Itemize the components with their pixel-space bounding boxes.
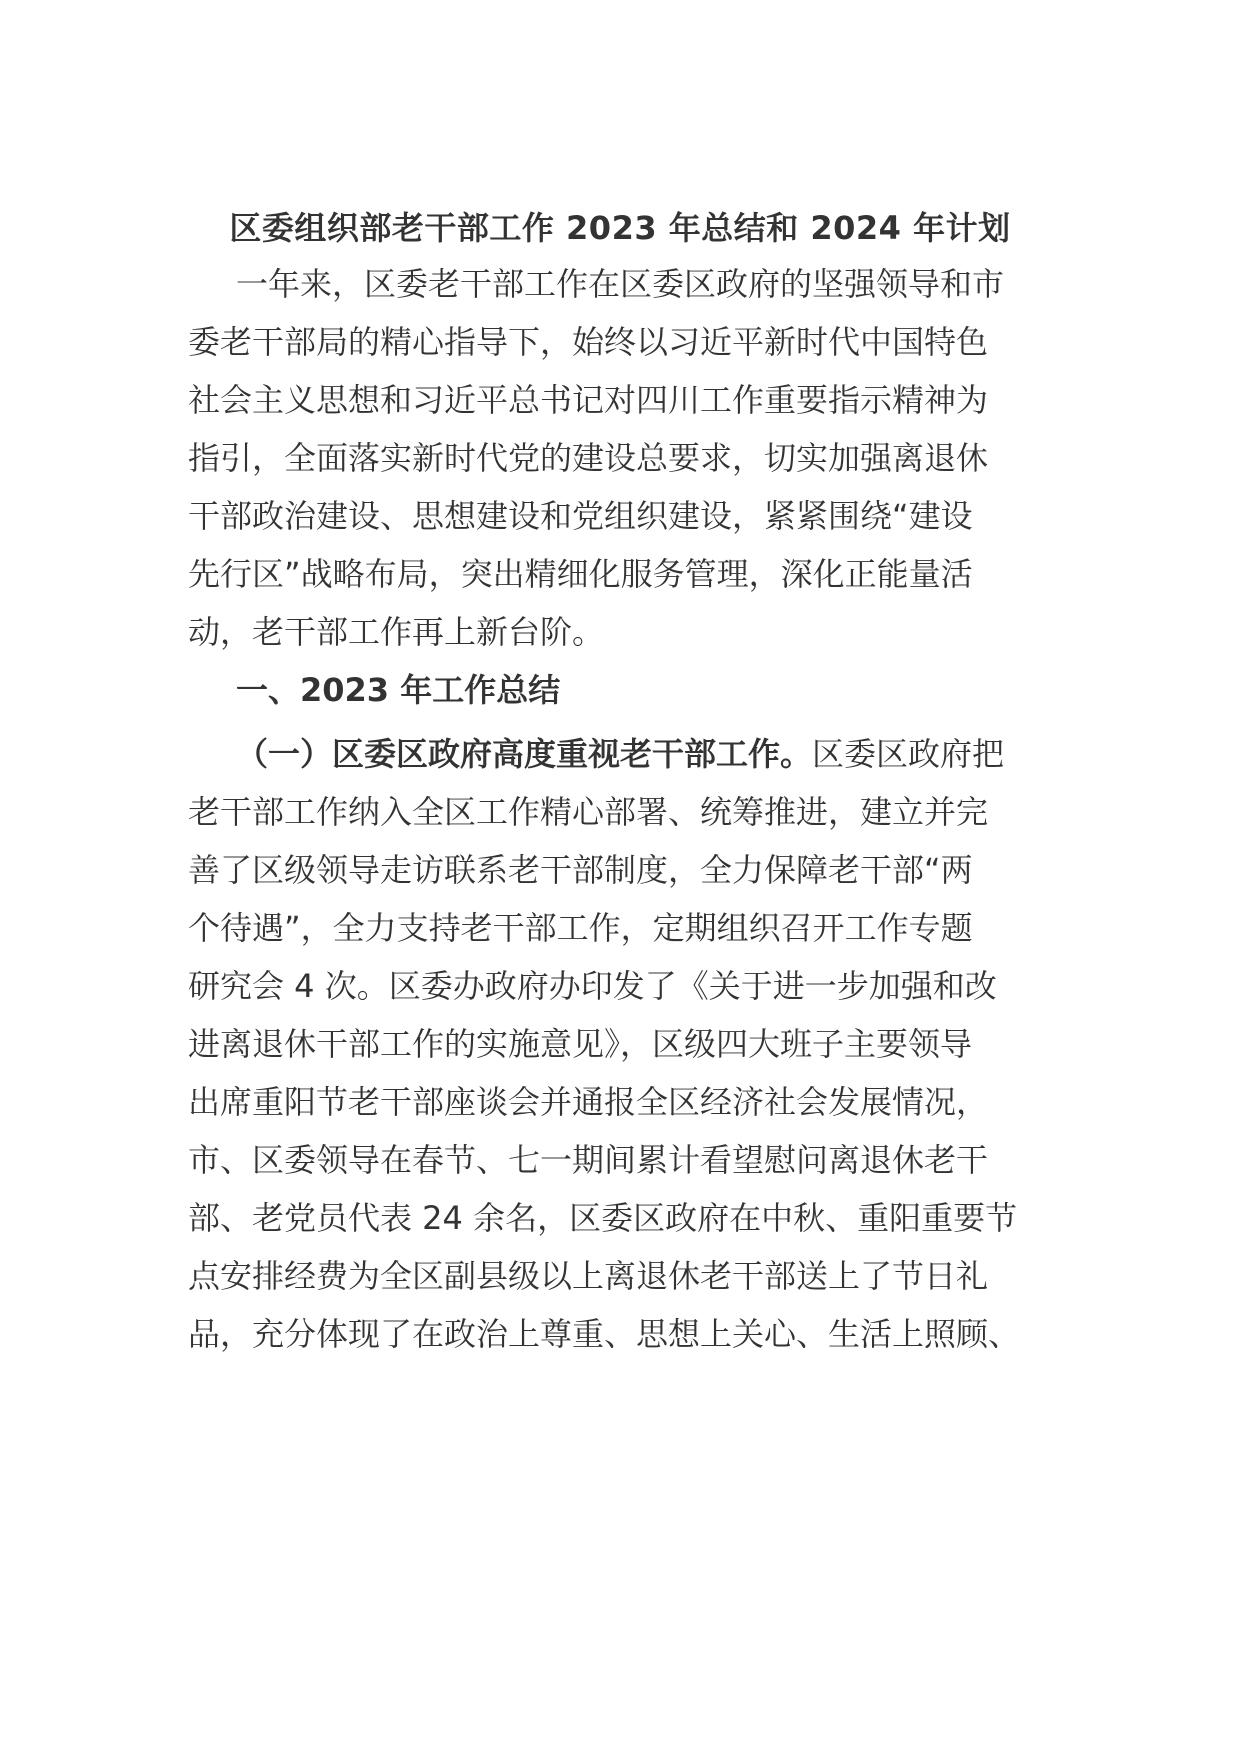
intro-line: 委老干部局的精心指导下，始终以习近平新时代中国特色 — [188, 323, 989, 361]
intro-line: 动，老干部工作再上新台阶。 — [188, 613, 605, 651]
body-line: 点安排经费为全区副县级以上离退休老干部送上了节日礼 — [188, 1257, 989, 1295]
subsection-heading: （一）区委区政府高度重视老干部工作。 — [236, 735, 813, 773]
document-title: 区委组织部老干部工作 2023 年总结和 2024 年计划 — [229, 209, 1011, 247]
intro-line: 一年来，区委老干部工作在区委区政府的坚强领导和市 — [236, 265, 1005, 303]
body-line: 品，充分体现了在政治上尊重、思想上关心、生活上照顾、 — [188, 1315, 1021, 1353]
body-line: 部、老党员代表 24 余名，区委区政府在中秋、重阳重要节 — [188, 1199, 1018, 1237]
body-line: 善了区级领导走访联系老干部制度，全力保障老干部“两 — [188, 851, 973, 889]
intro-line: 先行区”战略布局，突出精细化服务管理，深化正能量活 — [188, 555, 973, 593]
section-heading: 一、2023 年工作总结 — [236, 671, 561, 709]
body-line: 老干部工作纳入全区工作精心部署、统筹推进，建立并完 — [188, 793, 989, 831]
subsection-first-line — [236, 730, 1004, 778]
body-line: 研究会 4 次。区委办政府办印发了《关于进一步加强和改 — [188, 967, 997, 1005]
body-line: 个待遇”，全力支持老干部工作，定期组织召开工作专题 — [188, 909, 973, 947]
subsection-first-line-text: 区委区政府把 — [812, 735, 1005, 773]
body-line: 进离退休干部工作的实施意见》，区级四大班子主要领导 — [188, 1025, 973, 1063]
intro-line: 社会主义思想和习近平总书记对四川工作重要指示精神为 — [188, 381, 989, 419]
intro-line: 指引，全面落实新时代党的建设总要求，切实加强离退休 — [188, 439, 989, 477]
body-line: 出席重阳节老干部座谈会并通报全区经济社会发展情况， — [188, 1083, 989, 1121]
body-line: 市、区委领导在春节、七一期间累计看望慰问离退休老干 — [188, 1141, 989, 1179]
intro-line: 干部政治建设、思想建设和党组织建设，紧紧围绕“建设 — [188, 497, 973, 535]
